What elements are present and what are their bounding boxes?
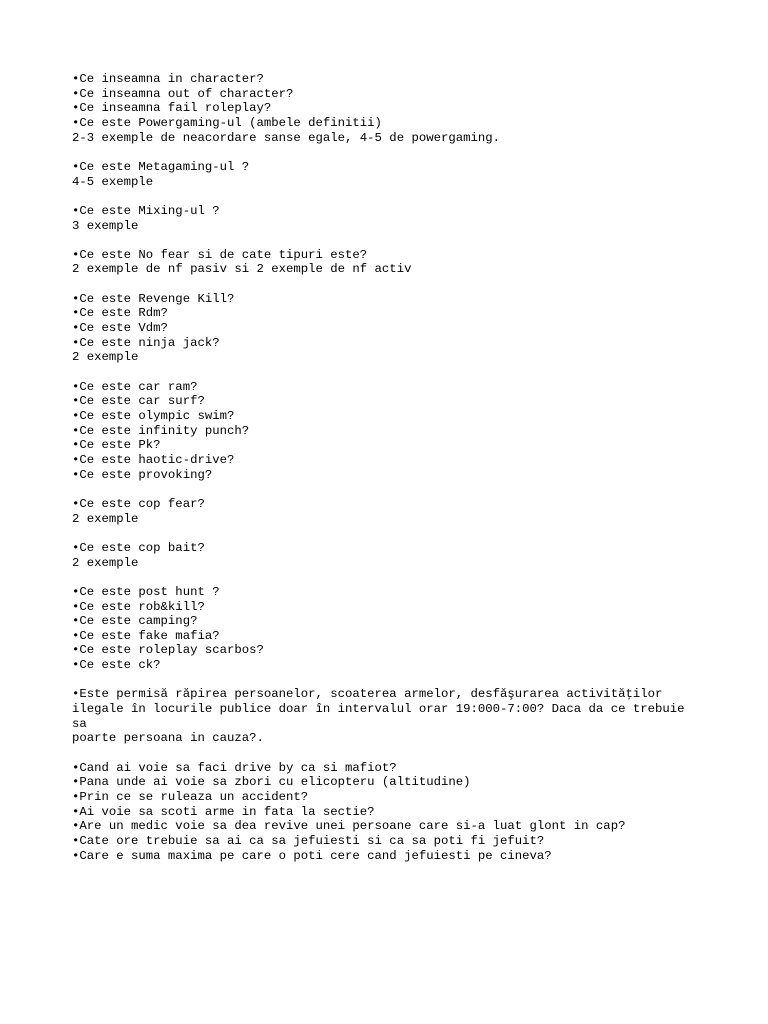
question-line: •Ce este olympic swim? [72,409,235,424]
examples-note: 4-5 exemple [72,174,154,189]
question-line: •Ce este post hunt ? [72,584,220,599]
examples-note: 2-3 exemple de neacordare sanse egale, 4-5 de powergaming. [72,130,501,145]
question-line: •Ce inseamna fail roleplay? [72,101,272,116]
questions-block-misc [72,585,712,673]
question-line: •Ce este haotic-drive? [72,452,235,467]
question-line: •Ce este ninja jack? [72,335,220,350]
question-line: poarte persoana in cauza?. [72,731,264,746]
question-line: •Ce este cop bait? [72,540,205,555]
question-line: •Ce este roleplay scarbos? [72,643,264,658]
question-line: •Ce inseamna in character? [72,72,264,86]
questions-block-kills [72,292,712,365]
question-line: •Ce este No fear si de cate tipuri este? [72,247,368,262]
questions-block-rules-final [72,761,712,864]
question-line: •Pana unde ai voie sa zbori cu elicopteru (altitudine) [72,775,471,790]
examples-note: 2 exemple de nf pasiv si 2 exemple de nf activ [72,262,412,277]
question-line: •Ce este rob&kill? [72,599,205,614]
question-line: •Ce este fake mafia? [72,628,220,643]
questions-block-driving [72,380,712,483]
question-line: •Ce este provoking? [72,467,213,482]
question-line: •Ce este Revenge Kill? [72,291,235,306]
question-line: ilegale în locurile publice doar în intervalul orar 19:000-7:00? Daca da ce trebuie [72,702,685,717]
question-line: •Are un medic voie sa dea revive unei persoane care si-a luat glont in cap? [72,819,626,834]
question-line: •Ce este Metagaming-ul ? [72,159,250,174]
question-line: •Ce este infinity punch? [72,423,250,438]
document-page [72,72,712,878]
question-line: •Ai voie sa scoti arme in fata la sectie? [72,804,375,819]
question-line: •Ce este Mixing-ul ? [72,203,220,218]
examples-note: 2 exemple [72,511,139,526]
question-line: •Ce inseamna out of character? [72,86,294,101]
questions-block-cop-fear [72,497,712,526]
question-line: •Cate ore trebuie sa ai ca sa jefuiesti si ca sa poti fi jefuit? [72,833,545,848]
question-line: •Prin ce se ruleaza un accident? [72,790,309,804]
questions-block-metagaming [72,160,712,189]
examples-note: 3 exemple [72,218,139,233]
examples-note: 2 exemple [72,555,139,570]
question-line: •Ce este Pk? [72,438,161,453]
questions-block-cop-bait [72,541,712,570]
question-line: •Este permisă răpirea persoanelor, scoaterea armelor, desfăşurarea activităţilor [72,687,663,702]
question-line: •Care e suma maxima pe care o poti cere cand jefuiesti pe cineva? [72,848,552,863]
question-line: •Ce este cop fear? [72,496,205,511]
question-line: •Cand ai voie sa faci drive by ca si mafiot? [72,760,397,775]
questions-block-public-rules [72,687,712,746]
questions-block-rp-basics [72,72,712,145]
question-line: •Ce este Rdm? [72,306,168,321]
examples-note: 2 exemple [72,350,139,365]
question-line: •Ce este Vdm? [72,321,168,336]
questions-block-no-fear [72,248,712,277]
question-line: •Ce este ck? [72,658,161,673]
question-line: •Ce este car surf? [72,394,205,409]
question-line: •Ce este car ram? [72,379,198,394]
question-line: sa [72,716,87,731]
question-line: •Ce este Powergaming-ul (ambele definitii) [72,115,382,130]
questions-block-mixing [72,204,712,233]
question-line: •Ce este camping? [72,614,198,629]
